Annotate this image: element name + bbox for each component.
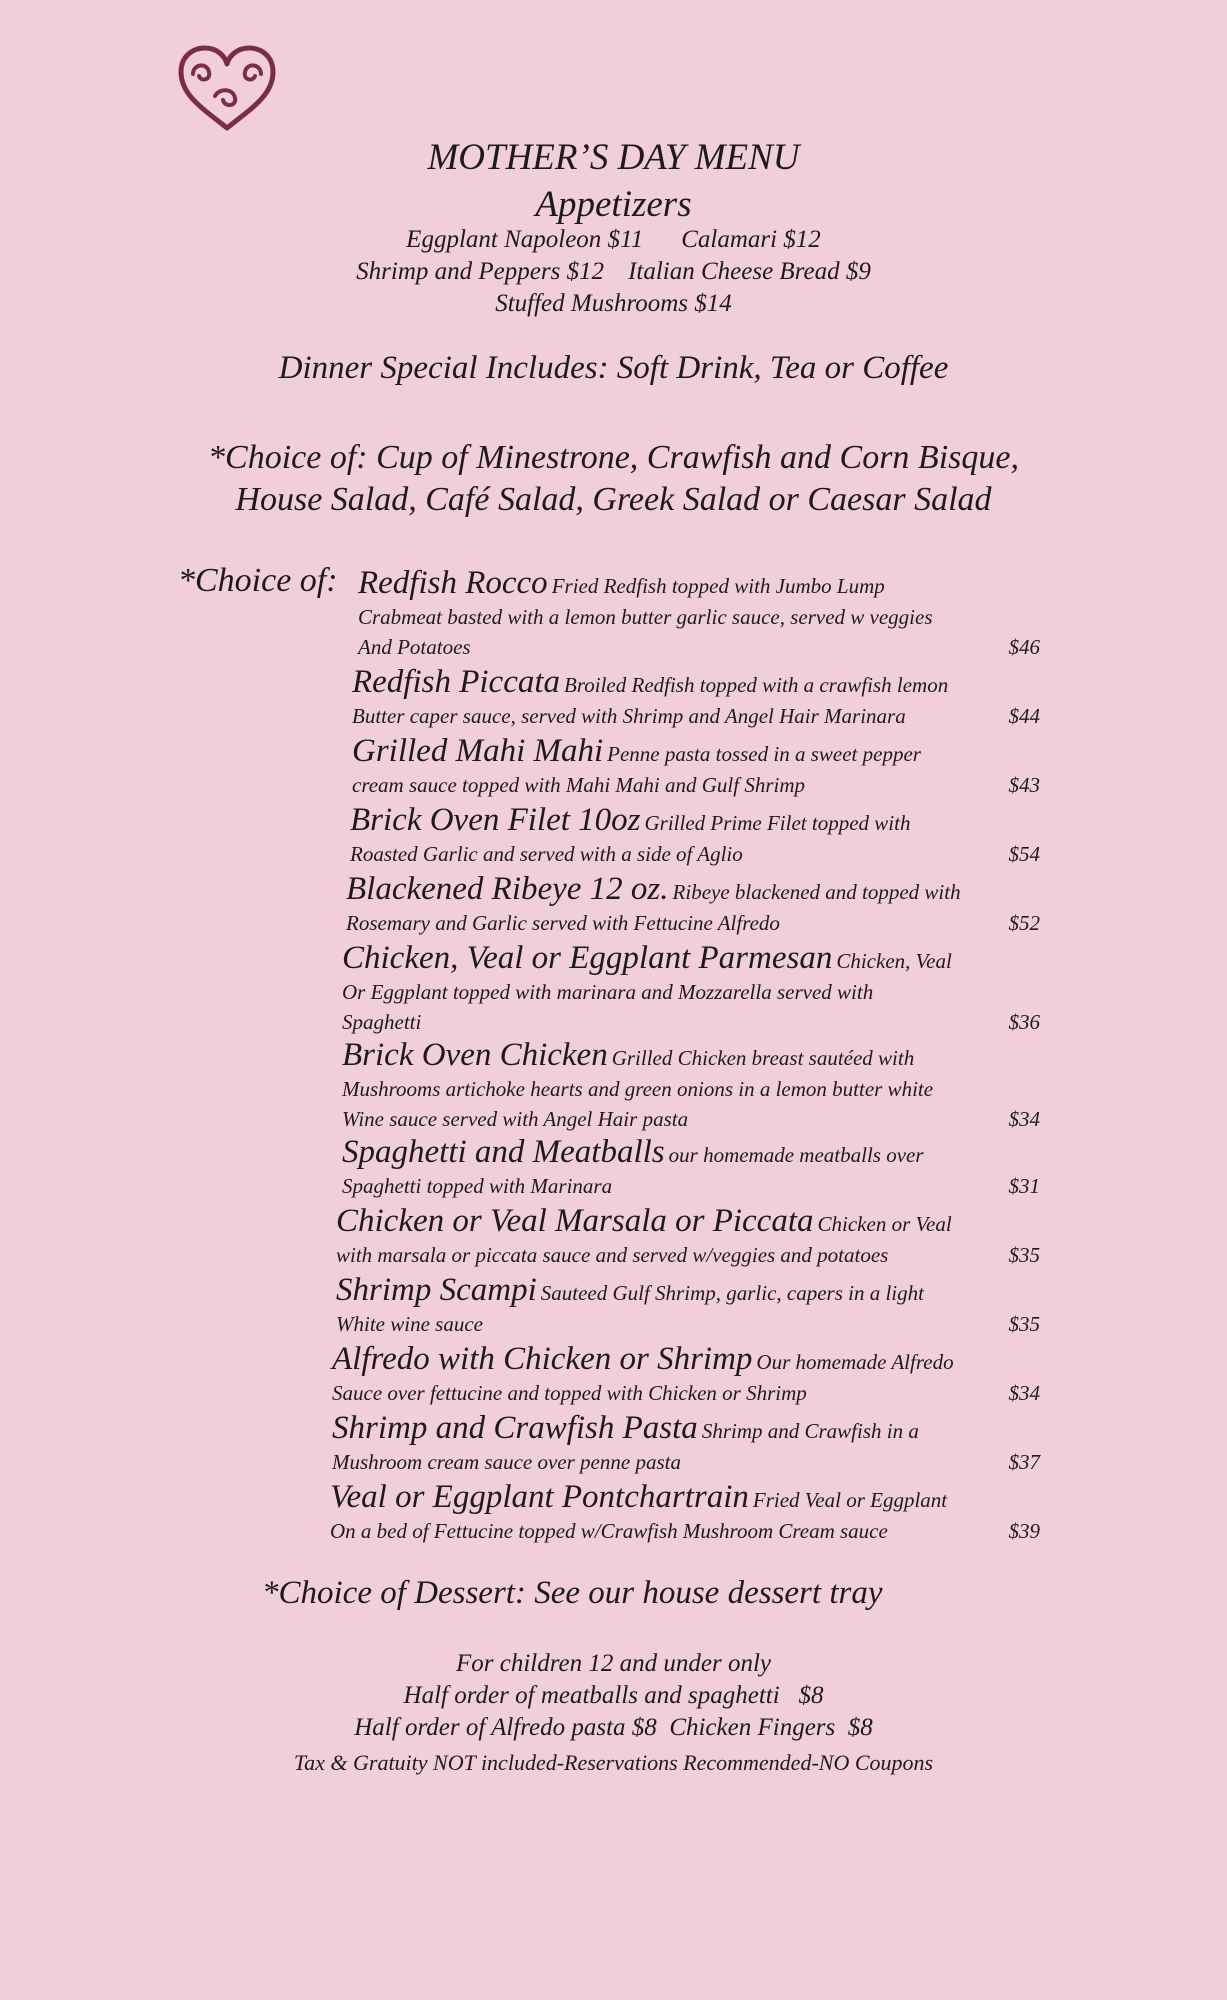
entree-description: Penne pasta tossed in a sweet pepper: [607, 742, 921, 766]
entree-description-line: [332, 1447, 1040, 1477]
entree-price: $43: [1008, 773, 1040, 797]
entree-name: Shrimp Scampi: [336, 1272, 537, 1308]
tax-gratuity-note: Tax & Gratuity NOT included-Reservations Recommended-NO Coupons: [293, 1750, 934, 1775]
entree-price: $31: [1008, 1174, 1040, 1198]
entree-description: Our homemade Alfredo: [756, 1350, 954, 1374]
entree-name: Brick Oven Filet 10oz: [350, 802, 641, 838]
entree-description: Fried Veal or Eggplant: [752, 1488, 948, 1512]
entree-description: Chicken, Veal: [836, 949, 952, 973]
entree-name: Brick Oven Chicken: [342, 1037, 608, 1073]
appetizers-row-3: [0, 290, 1227, 318]
entree-item: [346, 871, 1040, 938]
entree-description: Rosemary and Garlic served with Fettucine Alfredo: [346, 911, 780, 935]
entree-description: Chicken or Veal: [817, 1212, 952, 1236]
entree-item: [332, 1341, 1040, 1408]
entree-name: Redfish Rocco: [358, 565, 548, 601]
entree-name: Grilled Mahi Mahi: [352, 733, 604, 769]
appetizer-item: Italian Cheese Bread $9: [628, 258, 871, 285]
kids-item-label: Chicken Fingers: [669, 1714, 836, 1741]
entree-description: our homemade meatballs over: [668, 1143, 924, 1167]
entree-name: Veal or Eggplant Pontchartrain: [330, 1479, 749, 1515]
entree-price: $34: [1008, 1107, 1040, 1131]
entree-heading-line: [352, 733, 1040, 770]
entree-description: Sauteed Gulf Shrimp, garlic, capers in a light: [540, 1281, 924, 1305]
entree-price: $36: [1008, 1010, 1040, 1034]
entree-description-line: [346, 908, 1040, 938]
entree-description-line: [342, 1007, 1040, 1037]
appetizer-item: Calamari $12: [681, 226, 821, 253]
entree-heading-line: [350, 802, 1040, 839]
entree-description: Crabmeat basted with a lemon butter garlic sauce, served w veggies: [358, 605, 933, 629]
entree-item: [342, 940, 1040, 1037]
kids-item-label: Half order of meatballs and spaghetti: [403, 1682, 780, 1709]
entree-item: [350, 802, 1040, 869]
entree-price: $37: [1008, 1450, 1040, 1474]
entree-name: Chicken, Veal or Eggplant Parmesan: [342, 940, 833, 976]
entree-description: Spaghetti topped with Marinara: [342, 1174, 613, 1198]
entree-heading-line: [332, 1410, 1040, 1447]
entree-item: [332, 1410, 1040, 1477]
soup-salad-choice: [0, 437, 1227, 521]
entree-price: $39: [1008, 1519, 1040, 1543]
entree-description-line: [358, 602, 1040, 632]
dinner-special: Dinner Special Includes: Soft Drink, Tea or Coffee: [278, 350, 949, 386]
kids-item-price: $8: [798, 1682, 824, 1709]
entree-description-line: [342, 1074, 1040, 1104]
entree-price: $34: [1008, 1381, 1040, 1405]
entree-description: And Potatoes: [358, 635, 471, 659]
entree-description-line: [342, 1104, 1040, 1134]
soup-salad-line: *Choice of: Cup of Minestrone, Crawfish and Corn Bisque,: [208, 439, 1019, 476]
entree-description-line: [352, 770, 1040, 800]
entree-item: [352, 733, 1040, 800]
appetizers-row-2: [0, 258, 1227, 286]
entree-name: Redfish Piccata: [352, 664, 561, 700]
entree-item: [330, 1479, 1040, 1546]
entree-heading-line: [336, 1272, 1040, 1309]
entree-name: Alfredo with Chicken or Shrimp: [332, 1341, 753, 1377]
entree-price: $44: [1008, 704, 1040, 728]
entree-description: Mushrooms artichoke hearts and green onions in a lemon butter white: [342, 1077, 934, 1101]
entree-name: Chicken or Veal Marsala or Piccata: [336, 1203, 814, 1239]
entree-heading-line: [342, 1134, 1040, 1171]
entree-heading-line: [336, 1203, 1040, 1240]
entree-price: $54: [1008, 842, 1040, 866]
entree-description-line: [336, 1240, 1040, 1270]
soup-salad-line: House Salad, Café Salad, Greek Salad or Caesar Salad: [235, 481, 992, 518]
appetizers-row-1: [0, 226, 1227, 254]
entree-description-line: [342, 1171, 1040, 1201]
entree-description-line: [350, 839, 1040, 869]
kids-item-label: Half order of Alfredo pasta $8: [354, 1714, 657, 1741]
entree-description: Or Eggplant topped with marinara and Mozzarella served with: [342, 980, 874, 1004]
entree-description: White wine sauce: [336, 1312, 483, 1336]
entree-name: Spaghetti and Meatballs: [342, 1134, 665, 1170]
entree-description: cream sauce topped with Mahi Mahi and Gulf Shrimp: [352, 773, 806, 797]
entree-description: Ribeye blackened and topped with: [672, 880, 961, 904]
kids-item: [0, 1714, 1227, 1742]
entree-item: [352, 664, 1040, 731]
dessert-choice: *Choice of Dessert: See our house dessert tray: [262, 1575, 883, 1611]
heart-icon: [175, 44, 279, 134]
kids-item: [0, 1682, 1227, 1710]
appetizer-item: Shrimp and Peppers $12: [356, 258, 605, 285]
entree-description: Mushroom cream sauce over penne pasta: [332, 1450, 681, 1474]
entree-price: $35: [1008, 1243, 1040, 1267]
entree-heading-line: [332, 1341, 1040, 1378]
entree-description: Spaghetti: [342, 1010, 422, 1034]
entree-description: Grilled Prime Filet topped with: [644, 811, 911, 835]
entree-heading-line: [342, 940, 1040, 977]
entree-description: Sauce over fettucine and topped with Chicken or Shrimp: [332, 1381, 807, 1405]
kids-item-price: $8: [847, 1714, 873, 1741]
menu-title: MOTHER’S DAY MENU: [427, 137, 800, 178]
entree-heading-line: [330, 1479, 1040, 1516]
entree-choice-label: *Choice of:: [178, 562, 338, 599]
entree-description: Roasted Garlic and served with a side of Aglio: [350, 842, 743, 866]
entree-description: Shrimp and Crawfish in a: [701, 1419, 919, 1443]
entree-item: [342, 1037, 1040, 1134]
entree-price: $35: [1008, 1312, 1040, 1336]
entree-item: [358, 565, 1040, 662]
entree-description-line: [330, 1516, 1040, 1546]
entree-description-line: [332, 1378, 1040, 1408]
entree-heading-line: [352, 664, 1040, 701]
entree-description-line: [342, 977, 1040, 1007]
entree-name: Blackened Ribeye 12 oz.: [346, 871, 669, 907]
entree-description: Fried Redfish topped with Jumbo Lump: [551, 574, 885, 598]
entree-item: [336, 1272, 1040, 1339]
kids-heading: For children 12 and under only: [455, 1650, 771, 1677]
entree-description: Butter caper sauce, served with Shrimp and Angel Hair Marinara: [352, 704, 906, 728]
entree-description-line: [358, 632, 1040, 662]
entree-description: Grilled Chicken breast sautéed with: [611, 1046, 915, 1070]
entree-item: [342, 1134, 1040, 1201]
entree-name: Shrimp and Crawfish Pasta: [332, 1410, 698, 1446]
entree-price: $52: [1008, 911, 1040, 935]
entree-heading-line: [358, 565, 1040, 602]
entree-price: $46: [1008, 635, 1040, 659]
entree-heading-line: [342, 1037, 1040, 1074]
appetizer-item: Eggplant Napoleon $11: [406, 226, 644, 253]
entree-description-line: [352, 701, 1040, 731]
entree-description: Broiled Redfish topped with a crawfish lemon: [564, 673, 949, 697]
entree-description: On a bed of Fettucine topped w/Crawfish Mushroom Cream sauce: [330, 1519, 888, 1543]
entree-item: [336, 1203, 1040, 1270]
entree-description-line: [336, 1309, 1040, 1339]
entree-description: Wine sauce served with Angel Hair pasta: [342, 1107, 689, 1131]
entree-description: with marsala or piccata sauce and served w/veggies and potatoes: [336, 1243, 889, 1267]
appetizer-item: Stuffed Mushrooms $14: [495, 290, 732, 317]
appetizers-heading: Appetizers: [535, 184, 692, 225]
entree-heading-line: [346, 871, 1040, 908]
